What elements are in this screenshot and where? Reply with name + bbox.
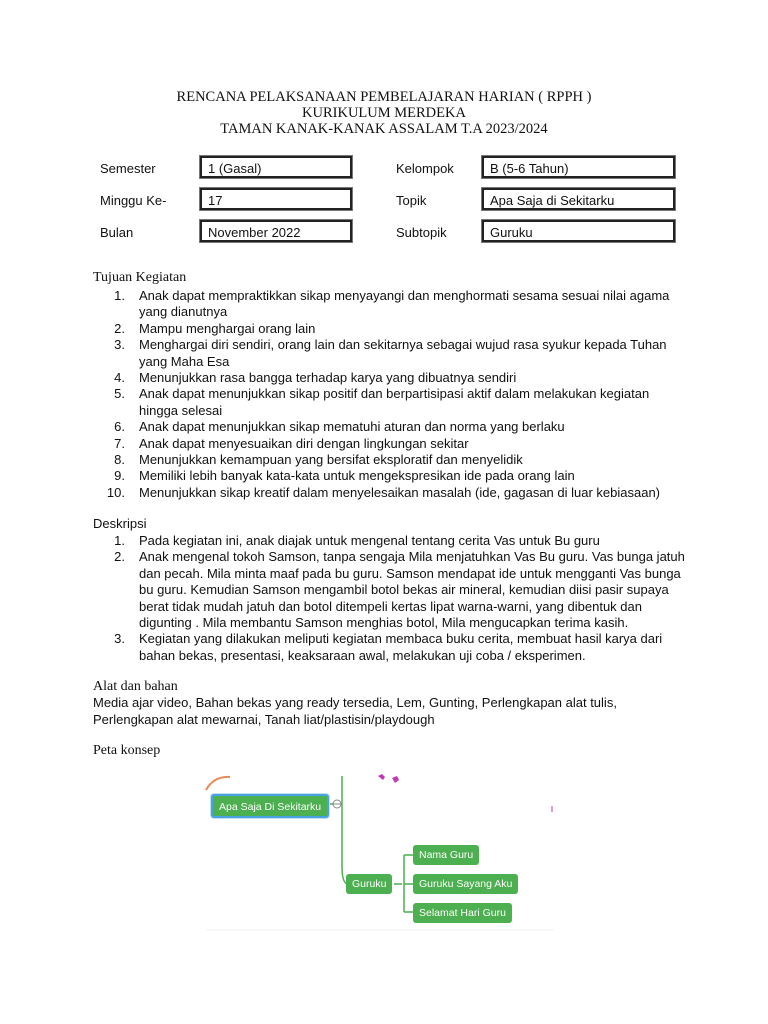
subtopik-field: Guruku: [482, 220, 675, 242]
item-text: Anak dapat menyesuaikan diri dengan lingkungan sekitar: [139, 435, 469, 451]
selamat-hari-guru-node[interactable]: Selamat Hari Guru: [413, 903, 512, 923]
guruku-node[interactable]: Guruku: [346, 874, 392, 894]
item-number: 4.: [114, 370, 125, 386]
item-text: Menunjukkan sikap kreatif dalam menyelesaikan masalah (ide, gagasan di luar kebiasaan): [139, 484, 661, 500]
kelompok-field: B (5-6 Tahun): [482, 156, 675, 178]
decor-stroke: [206, 777, 230, 790]
peta-heading: Peta konsep: [93, 743, 161, 758]
bulan-field: November 2022: [200, 220, 352, 242]
item-number: 2.: [114, 549, 125, 565]
school-title: TAMAN KANAK-KANAK ASSALAM T.A 2023/2024: [220, 121, 548, 137]
tujuan-heading: Tujuan Kegiatan: [93, 270, 187, 285]
subtopik-label: Subtopik: [396, 225, 447, 240]
item-text: Pada kegiatan ini, anak diajak untuk mengenal tentang cerita Vas untuk Bu guru: [139, 533, 600, 548]
item-number: 1.: [114, 288, 125, 303]
item-text: Anak dapat mempraktikkan sikap menyayangi dan menghormati sesama sesuai nilai agama yang dianutnya: [139, 288, 670, 320]
item-number: 3.: [114, 337, 125, 353]
item-number: 10.: [106, 484, 125, 500]
topik-field: Apa Saja di Sekitarku: [482, 188, 675, 210]
item-number: 1.: [114, 533, 125, 548]
item-number: 8.: [114, 452, 125, 468]
document-title: RENCANA PELAKSANAAN PEMBELAJARAN HARIAN ( RPPH ): [176, 89, 592, 105]
item-number: 3.: [114, 631, 125, 647]
semester-label: Semester: [100, 161, 156, 176]
item-number: 2.: [114, 320, 125, 336]
item-number: 7.: [114, 435, 125, 451]
trunk-link: [342, 776, 348, 884]
item-text: Menunjukkan kemampuan yang bersifat eksploratif dan menyelidik: [139, 452, 523, 468]
bulan-label: Bulan: [100, 225, 134, 240]
item-number: 5.: [114, 386, 125, 402]
item-text: Anak mengenal tokoh Samson, tanpa sengaja Mila menjatuhkan Vas Bu guru. Vas bunga jatuh dan pecah. Mila minta maaf pada bu guru. Samson mendapat ide untuk mengganti Vas bunga bu guru. Kemudian Samson mengambil botol bekas air mineral, kemudian diisi pasir supaya berat tidak mudah jatuh dan botol ditempeli kertas lipat warna-warni, yang dibentuk dan digunting . Mila membantu Samson menghias botol, Mila mengucapkan terima kasih.: [139, 549, 685, 631]
item-text: Memiliki lebih banyak kata-kata untuk mengekspresikan ide pada orang lain: [139, 468, 575, 484]
item-text: Anak dapat menunjukkan sikap positif dan berpartisipasi aktif dalam melakukan kegiatan hingga selesai: [139, 386, 650, 418]
kelompok-label: Kelompok: [396, 161, 454, 176]
minggu-label: Minggu Ke-: [100, 193, 167, 208]
item-number: 6.: [114, 419, 125, 435]
root-node[interactable]: Apa Saja Di Sekitarku: [211, 794, 329, 818]
curriculum-title: KURIKULUM MERDEKA: [302, 105, 466, 121]
item-text: Anak dapat menunjukkan sikap mematuhi aturan dan norma yang berlaku: [139, 419, 565, 435]
alat-text: Media ajar video, Bahan bekas yang ready tersedia, Lem, Gunting, Perlengkapan alat tulis, Perlengkapan alat mewarnai, Tanah liat/plastisin/playdough: [93, 695, 617, 727]
guruku-sayang-aku-node[interactable]: Guruku Sayang Aku: [413, 874, 518, 894]
leaf-links: [394, 855, 414, 912]
topik-label: Topik: [396, 193, 427, 208]
deskripsi-heading: Deskripsi: [93, 516, 147, 531]
item-text: Mampu menghargai orang lain: [139, 320, 316, 336]
minggu-field: 17: [200, 188, 352, 210]
item-text: Kegiatan yang dilakukan meliputi kegiatan membaca buku cerita, membuat hasil karya dari bahan bekas, presentasi, keaksaraan awal, melakukan uji coba / eksperimen.: [139, 631, 663, 663]
item-number: 9.: [114, 468, 125, 484]
nama-guru-node[interactable]: Nama Guru: [413, 845, 479, 865]
decor-shapes: [378, 774, 399, 783]
alat-heading: Alat dan bahan: [93, 679, 178, 694]
semester-field: 1 (Gasal): [200, 156, 352, 178]
item-text: Menghargai diri sendiri, orang lain dan sekitarnya sebagai wujud rasa syukur kepada Tuhan yang Maha Esa: [139, 337, 667, 369]
item-text: Menunjukkan rasa bangga terhadap karya yang dibuatnya sendiri: [139, 370, 517, 386]
